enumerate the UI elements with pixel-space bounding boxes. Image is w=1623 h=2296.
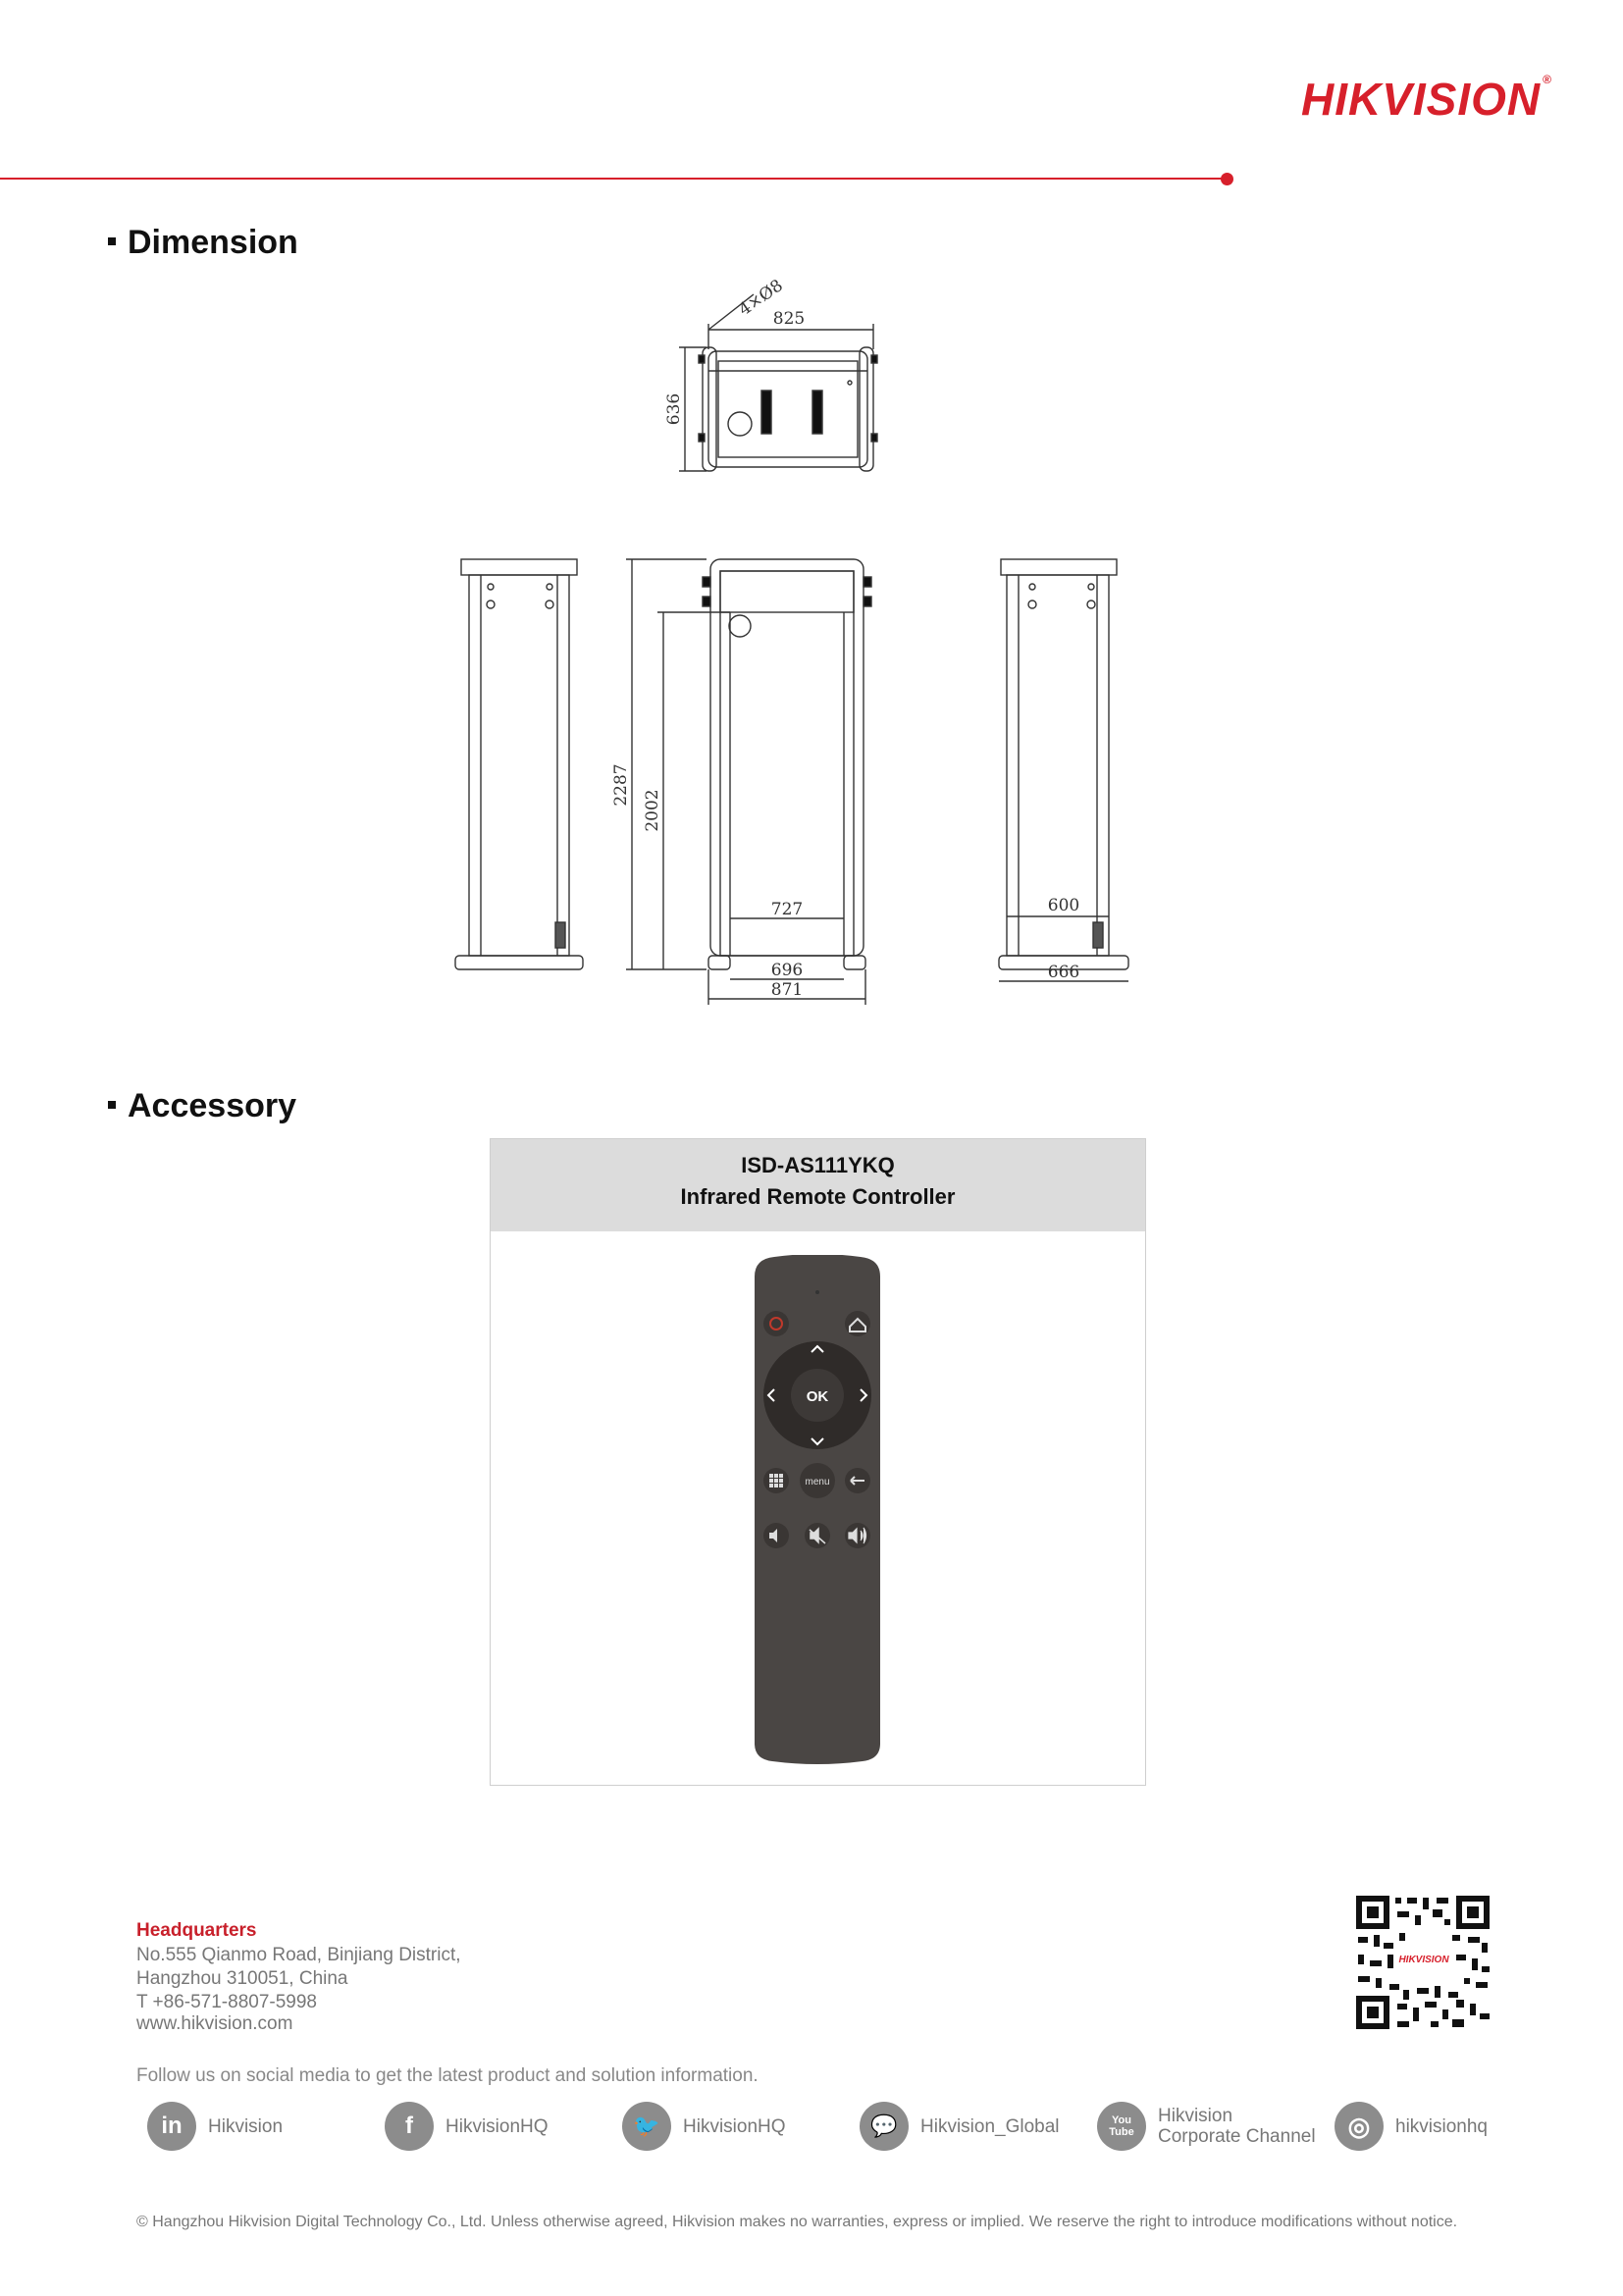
social-youtube-label-line-2: Corporate Channel (1158, 2126, 1316, 2147)
twitter-icon: 🐦 (622, 2102, 671, 2151)
dim-top-depth-label: 636 (664, 392, 684, 426)
hq-title: Headquarters (136, 1920, 257, 1941)
front-view (626, 559, 871, 1005)
social-youtube[interactable] (1097, 2100, 1316, 2153)
follow-text: Follow us on social media to get the latest product and solution information. (136, 2065, 759, 2086)
qr-brand-label: HIKVISION (1398, 1955, 1449, 1965)
bullet-icon (108, 237, 116, 245)
accessory-heading (108, 1087, 296, 1125)
accessory-card-header (491, 1139, 1145, 1231)
social-twitter-label: HikvisionHQ (683, 2115, 786, 2137)
social-wechat[interactable] (860, 2100, 1060, 2153)
side-view-left (455, 559, 583, 969)
accessory-card (490, 1138, 1146, 1786)
social-wechat-label: Hikvision_Global (920, 2115, 1060, 2137)
header-divider (0, 178, 1223, 180)
dim-passage-height-label: 2002 (643, 789, 662, 832)
dim-side-width-label: 600 (1047, 896, 1080, 915)
bullet-icon (108, 1101, 116, 1109)
hq-address-line-2: Hangzhou 310051, China (136, 1968, 348, 1989)
youtube-icon: You Tube (1097, 2102, 1146, 2151)
social-linkedin[interactable] (147, 2100, 283, 2153)
grid-icon (769, 1474, 783, 1487)
social-facebook-label: HikvisionHQ (445, 2115, 549, 2137)
dim-passage-width-label: 727 (770, 900, 804, 919)
dim-top-width-label: 825 (772, 309, 806, 329)
instagram-icon: ◎ (1335, 2102, 1384, 2151)
hq-address-line-1: No.555 Qianmo Road, Binjiang District, (136, 1945, 461, 1965)
accessory-name: Infrared Remote Controller (680, 1184, 956, 1209)
hq-website[interactable]: www.hikvision.com (136, 2013, 293, 2034)
ok-button-label: OK (806, 1388, 829, 1405)
social-youtube-label-line-1: Hikvision (1158, 2106, 1233, 2126)
registered-mark: ® (1543, 73, 1552, 86)
linkedin-icon: in (147, 2102, 196, 2151)
social-facebook[interactable] (385, 2100, 549, 2153)
social-instagram-label: hikvisionhq (1395, 2115, 1488, 2137)
dimension-drawing (412, 265, 1217, 1070)
side-view-right (999, 559, 1128, 981)
accessory-model: ISD-AS111YKQ (741, 1153, 895, 1177)
social-youtube-label (1158, 2106, 1316, 2147)
social-instagram[interactable] (1335, 2100, 1488, 2153)
dim-holes-label: 4×Ø8 (735, 276, 787, 321)
header-divider-dot (1221, 173, 1233, 185)
menu-button-label: menu (805, 1477, 830, 1487)
facebook-icon: f (385, 2102, 434, 2151)
accessory-title: Accessory (128, 1087, 297, 1124)
dim-outer-base-label: 871 (770, 980, 804, 1000)
dim-overall-height-label: 2287 (611, 763, 631, 807)
dimension-title: Dimension (128, 224, 298, 261)
copyright-notice: © Hangzhou Hikvision Digital Technology Co., Ltd. Unless otherwise agreed, Hikvision makes no warranties, express or implied. We reserve the right to introduce modifications without notice. (136, 2214, 1458, 2230)
social-linkedin-label: Hikvision (208, 2115, 284, 2137)
qr-code[interactable] (1354, 1894, 1492, 2031)
remote-controller-image (749, 1255, 886, 1765)
brand-logo-text: HIKVISION (1301, 74, 1542, 125)
social-twitter[interactable] (622, 2100, 786, 2153)
dim-inner-base-label: 696 (770, 961, 804, 980)
brand-logo (1301, 73, 1552, 126)
dimension-heading (108, 224, 298, 262)
wechat-icon: 💬 (860, 2102, 909, 2151)
hq-phone: T +86-571-8807-5998 (136, 1992, 317, 2012)
dim-side-base-label: 666 (1047, 963, 1080, 982)
